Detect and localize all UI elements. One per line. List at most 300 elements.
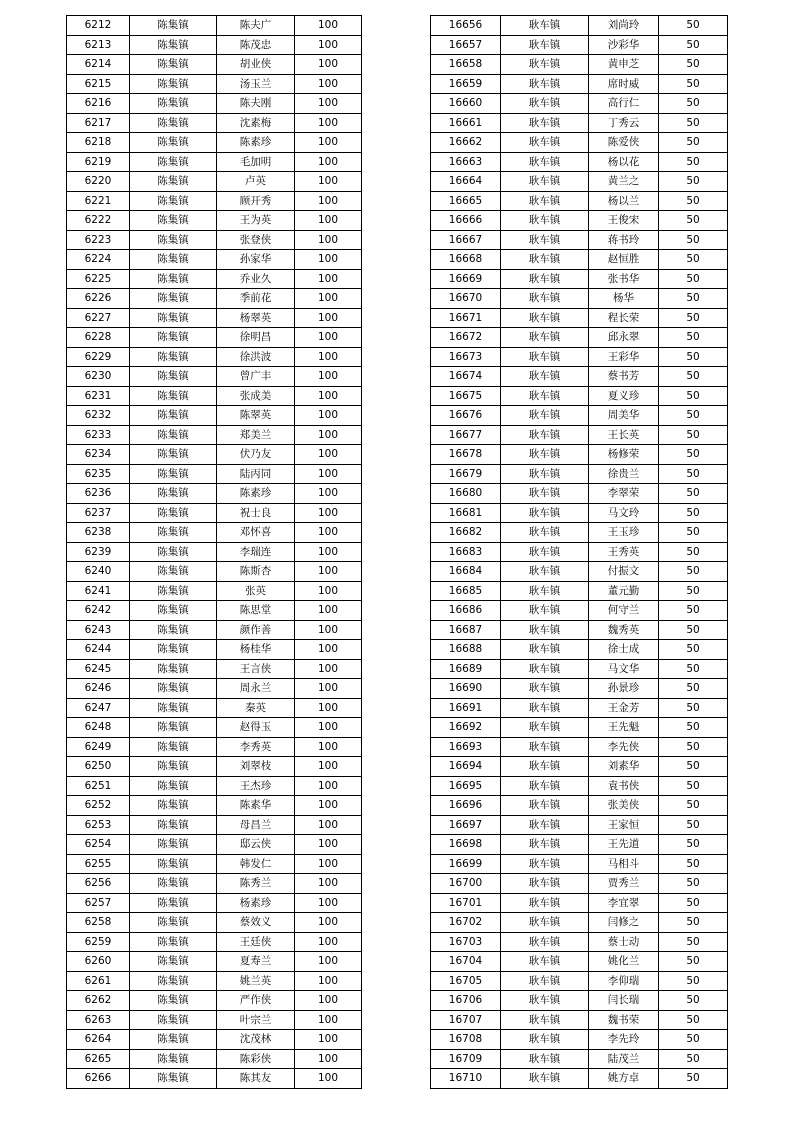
- name-cell: 王俊宋: [589, 211, 659, 231]
- amount-cell: 50: [659, 406, 728, 426]
- amount-cell: 100: [295, 1010, 362, 1030]
- town-cell: 耿车镇: [501, 55, 589, 75]
- serial-number-cell: 16687: [431, 620, 501, 640]
- right-table-row: [431, 542, 728, 562]
- amount-cell: 100: [295, 679, 362, 699]
- serial-number-cell: 6218: [67, 133, 130, 153]
- name-cell: 母昌兰: [217, 815, 295, 835]
- amount-cell: 50: [659, 74, 728, 94]
- name-cell: 沈素梅: [217, 113, 295, 133]
- left-table-row: [67, 835, 362, 855]
- amount-cell: 50: [659, 503, 728, 523]
- amount-cell: 100: [295, 347, 362, 367]
- serial-number-cell: 6224: [67, 250, 130, 270]
- right-table-row: [431, 620, 728, 640]
- right-table-row: [431, 971, 728, 991]
- serial-number-cell: 6241: [67, 581, 130, 601]
- right-table-row: [431, 367, 728, 387]
- left-table-row: [67, 991, 362, 1011]
- serial-number-cell: 16708: [431, 1030, 501, 1050]
- serial-number-cell: 6240: [67, 562, 130, 582]
- name-cell: 赵得玉: [217, 718, 295, 738]
- right-table-row: [431, 991, 728, 1011]
- town-cell: 陈集镇: [130, 133, 217, 153]
- right-table-row: [431, 913, 728, 933]
- name-cell: 陈素珍: [217, 133, 295, 153]
- amount-cell: 100: [295, 74, 362, 94]
- amount-cell: 50: [659, 932, 728, 952]
- name-cell: 陈斯杏: [217, 562, 295, 582]
- town-cell: 陈集镇: [130, 971, 217, 991]
- name-cell: 汤玉兰: [217, 74, 295, 94]
- town-cell: 陈集镇: [130, 386, 217, 406]
- serial-number-cell: 6212: [67, 16, 130, 36]
- amount-cell: 100: [295, 952, 362, 972]
- serial-number-cell: 6223: [67, 230, 130, 250]
- right-table-row: [431, 503, 728, 523]
- serial-number-cell: 6226: [67, 289, 130, 309]
- left-table-row: [67, 1049, 362, 1069]
- serial-number-cell: 16692: [431, 718, 501, 738]
- town-cell: 陈集镇: [130, 464, 217, 484]
- name-cell: 王廷侠: [217, 932, 295, 952]
- serial-number-cell: 16703: [431, 932, 501, 952]
- serial-number-cell: 6237: [67, 503, 130, 523]
- name-cell: 徐士成: [589, 640, 659, 660]
- name-cell: 马文华: [589, 659, 659, 679]
- town-cell: 陈集镇: [130, 581, 217, 601]
- name-cell: 袁书侠: [589, 776, 659, 796]
- town-cell: 耿车镇: [501, 913, 589, 933]
- serial-number-cell: 6233: [67, 425, 130, 445]
- amount-cell: 100: [295, 230, 362, 250]
- name-cell: 叶宗兰: [217, 1010, 295, 1030]
- serial-number-cell: 16702: [431, 913, 501, 933]
- name-cell: 赵恒胜: [589, 250, 659, 270]
- right-table-row: [431, 932, 728, 952]
- amount-cell: 50: [659, 94, 728, 114]
- left-roster-table: [66, 15, 362, 1089]
- serial-number-cell: 6234: [67, 445, 130, 465]
- right-table-row: [431, 698, 728, 718]
- left-table-row: [67, 328, 362, 348]
- name-cell: 张书华: [589, 269, 659, 289]
- name-cell: 毛加明: [217, 152, 295, 172]
- name-cell: 徐洪波: [217, 347, 295, 367]
- name-cell: 杨以兰: [589, 191, 659, 211]
- name-cell: 姚方卓: [589, 1069, 659, 1089]
- left-table-row: [67, 659, 362, 679]
- name-cell: 杨桂华: [217, 640, 295, 660]
- amount-cell: 50: [659, 620, 728, 640]
- name-cell: 杨素珍: [217, 893, 295, 913]
- left-table-row: [67, 1069, 362, 1089]
- town-cell: 耿车镇: [501, 562, 589, 582]
- right-table-row: [431, 328, 728, 348]
- left-table-row: [67, 737, 362, 757]
- amount-cell: 50: [659, 874, 728, 894]
- amount-cell: 100: [295, 620, 362, 640]
- name-cell: 秦英: [217, 698, 295, 718]
- serial-number-cell: 6244: [67, 640, 130, 660]
- name-cell: 陈夫广: [217, 16, 295, 36]
- serial-number-cell: 6228: [67, 328, 130, 348]
- amount-cell: 50: [659, 113, 728, 133]
- serial-number-cell: 16668: [431, 250, 501, 270]
- amount-cell: 100: [295, 367, 362, 387]
- name-cell: 李瑞连: [217, 542, 295, 562]
- amount-cell: 100: [295, 523, 362, 543]
- town-cell: 耿车镇: [501, 1069, 589, 1089]
- amount-cell: 100: [295, 601, 362, 621]
- name-cell: 卢英: [217, 172, 295, 192]
- amount-cell: 50: [659, 640, 728, 660]
- name-cell: 王言侠: [217, 659, 295, 679]
- right-table-row: [431, 523, 728, 543]
- serial-number-cell: 6259: [67, 932, 130, 952]
- amount-cell: 100: [295, 445, 362, 465]
- name-cell: 邸云侠: [217, 835, 295, 855]
- serial-number-cell: 16710: [431, 1069, 501, 1089]
- town-cell: 陈集镇: [130, 35, 217, 55]
- name-cell: 蒋书玲: [589, 230, 659, 250]
- serial-number-cell: 6260: [67, 952, 130, 972]
- serial-number-cell: 6248: [67, 718, 130, 738]
- name-cell: 韩发仁: [217, 854, 295, 874]
- serial-number-cell: 6213: [67, 35, 130, 55]
- town-cell: 耿车镇: [501, 698, 589, 718]
- serial-number-cell: 16677: [431, 425, 501, 445]
- amount-cell: 100: [295, 796, 362, 816]
- left-table-row: [67, 601, 362, 621]
- amount-cell: 50: [659, 172, 728, 192]
- right-table-row: [431, 133, 728, 153]
- serial-number-cell: 16656: [431, 16, 501, 36]
- serial-number-cell: 6245: [67, 659, 130, 679]
- town-cell: 耿车镇: [501, 74, 589, 94]
- town-cell: 耿车镇: [501, 152, 589, 172]
- town-cell: 耿车镇: [501, 952, 589, 972]
- serial-number-cell: 16679: [431, 464, 501, 484]
- amount-cell: 50: [659, 1049, 728, 1069]
- name-cell: 胡业侠: [217, 55, 295, 75]
- serial-number-cell: 16660: [431, 94, 501, 114]
- name-cell: 马相斗: [589, 854, 659, 874]
- name-cell: 黄申芝: [589, 55, 659, 75]
- amount-cell: 50: [659, 737, 728, 757]
- amount-cell: 50: [659, 893, 728, 913]
- town-cell: 陈集镇: [130, 542, 217, 562]
- left-table-row: [67, 406, 362, 426]
- serial-number-cell: 6252: [67, 796, 130, 816]
- serial-number-cell: 6258: [67, 913, 130, 933]
- amount-cell: 100: [295, 328, 362, 348]
- amount-cell: 50: [659, 55, 728, 75]
- town-cell: 耿车镇: [501, 484, 589, 504]
- right-table-row: [431, 1030, 728, 1050]
- name-cell: 蔡效义: [217, 913, 295, 933]
- right-table-row: [431, 406, 728, 426]
- right-table-row: [431, 35, 728, 55]
- name-cell: 沙彩华: [589, 35, 659, 55]
- town-cell: 陈集镇: [130, 230, 217, 250]
- serial-number-cell: 16672: [431, 328, 501, 348]
- amount-cell: 100: [295, 464, 362, 484]
- amount-cell: 50: [659, 971, 728, 991]
- amount-cell: 100: [295, 133, 362, 153]
- town-cell: 耿车镇: [501, 367, 589, 387]
- left-table-row: [67, 893, 362, 913]
- serial-number-cell: 16671: [431, 308, 501, 328]
- right-table-row: [431, 152, 728, 172]
- serial-number-cell: 16657: [431, 35, 501, 55]
- serial-number-cell: 16676: [431, 406, 501, 426]
- amount-cell: 50: [659, 1069, 728, 1089]
- amount-cell: 100: [295, 1030, 362, 1050]
- serial-number-cell: 6216: [67, 94, 130, 114]
- name-cell: 陈素珍: [217, 484, 295, 504]
- right-table-row: [431, 718, 728, 738]
- left-table-row: [67, 757, 362, 777]
- right-roster-table: [430, 15, 728, 1089]
- town-cell: 陈集镇: [130, 757, 217, 777]
- town-cell: 耿车镇: [501, 1010, 589, 1030]
- town-cell: 陈集镇: [130, 425, 217, 445]
- town-cell: 耿车镇: [501, 172, 589, 192]
- serial-number-cell: 16685: [431, 581, 501, 601]
- name-cell: 李翠荣: [589, 484, 659, 504]
- amount-cell: 100: [295, 562, 362, 582]
- name-cell: 伏乃友: [217, 445, 295, 465]
- name-cell: 李仰瑞: [589, 971, 659, 991]
- right-table-row: [431, 601, 728, 621]
- name-cell: 贾秀兰: [589, 874, 659, 894]
- serial-number-cell: 16696: [431, 796, 501, 816]
- amount-cell: 100: [295, 406, 362, 426]
- name-cell: 周永兰: [217, 679, 295, 699]
- town-cell: 陈集镇: [130, 289, 217, 309]
- name-cell: 程长荣: [589, 308, 659, 328]
- name-cell: 祝士良: [217, 503, 295, 523]
- name-cell: 陈秀兰: [217, 874, 295, 894]
- town-cell: 耿车镇: [501, 620, 589, 640]
- town-cell: 耿车镇: [501, 776, 589, 796]
- amount-cell: 50: [659, 445, 728, 465]
- right-table-row: [431, 211, 728, 231]
- amount-cell: 100: [295, 776, 362, 796]
- amount-cell: 100: [295, 172, 362, 192]
- serial-number-cell: 16705: [431, 971, 501, 991]
- left-table-row: [67, 445, 362, 465]
- town-cell: 耿车镇: [501, 1030, 589, 1050]
- town-cell: 耿车镇: [501, 328, 589, 348]
- amount-cell: 100: [295, 191, 362, 211]
- serial-number-cell: 6225: [67, 269, 130, 289]
- left-table-row: [67, 523, 362, 543]
- serial-number-cell: 6262: [67, 991, 130, 1011]
- amount-cell: 100: [295, 113, 362, 133]
- right-table-row: [431, 269, 728, 289]
- right-table-row: [431, 659, 728, 679]
- name-cell: 付振文: [589, 562, 659, 582]
- town-cell: 耿车镇: [501, 230, 589, 250]
- serial-number-cell: 6246: [67, 679, 130, 699]
- left-table-row: [67, 854, 362, 874]
- serial-number-cell: 6249: [67, 737, 130, 757]
- name-cell: 王为英: [217, 211, 295, 231]
- town-cell: 陈集镇: [130, 367, 217, 387]
- town-cell: 陈集镇: [130, 679, 217, 699]
- right-table-row: [431, 16, 728, 36]
- name-cell: 王杰珍: [217, 776, 295, 796]
- left-table-row: [67, 250, 362, 270]
- town-cell: 耿车镇: [501, 191, 589, 211]
- amount-cell: 100: [295, 835, 362, 855]
- right-table-row: [431, 55, 728, 75]
- serial-number-cell: 16684: [431, 562, 501, 582]
- serial-number-cell: 6264: [67, 1030, 130, 1050]
- amount-cell: 100: [295, 815, 362, 835]
- serial-number-cell: 6231: [67, 386, 130, 406]
- amount-cell: 100: [295, 1069, 362, 1089]
- right-table-row: [431, 425, 728, 445]
- town-cell: 陈集镇: [130, 718, 217, 738]
- town-cell: 陈集镇: [130, 874, 217, 894]
- town-cell: 耿车镇: [501, 406, 589, 426]
- amount-cell: 50: [659, 367, 728, 387]
- amount-cell: 100: [295, 718, 362, 738]
- town-cell: 耿车镇: [501, 289, 589, 309]
- name-cell: 马文玲: [589, 503, 659, 523]
- serial-number-cell: 6255: [67, 854, 130, 874]
- town-cell: 陈集镇: [130, 74, 217, 94]
- town-cell: 陈集镇: [130, 562, 217, 582]
- amount-cell: 50: [659, 230, 728, 250]
- town-cell: 陈集镇: [130, 601, 217, 621]
- town-cell: 耿车镇: [501, 679, 589, 699]
- left-table-row: [67, 913, 362, 933]
- amount-cell: 100: [295, 269, 362, 289]
- serial-number-cell: 16667: [431, 230, 501, 250]
- serial-number-cell: 16670: [431, 289, 501, 309]
- amount-cell: 50: [659, 35, 728, 55]
- name-cell: 颜作善: [217, 620, 295, 640]
- amount-cell: 50: [659, 328, 728, 348]
- town-cell: 耿车镇: [501, 796, 589, 816]
- serial-number-cell: 6266: [67, 1069, 130, 1089]
- serial-number-cell: 6238: [67, 523, 130, 543]
- name-cell: 乔业久: [217, 269, 295, 289]
- town-cell: 陈集镇: [130, 503, 217, 523]
- town-cell: 陈集镇: [130, 737, 217, 757]
- name-cell: 王家恒: [589, 815, 659, 835]
- name-cell: 孙家华: [217, 250, 295, 270]
- left-table-row: [67, 874, 362, 894]
- right-table-row: [431, 347, 728, 367]
- name-cell: 徐贵兰: [589, 464, 659, 484]
- left-table-row: [67, 932, 362, 952]
- amount-cell: 50: [659, 1010, 728, 1030]
- name-cell: 魏书荣: [589, 1010, 659, 1030]
- left-table-row: [67, 55, 362, 75]
- left-table-row: [67, 796, 362, 816]
- name-cell: 陆茂兰: [589, 1049, 659, 1069]
- left-table-row: [67, 289, 362, 309]
- serial-number-cell: 6222: [67, 211, 130, 231]
- left-table-row: [67, 74, 362, 94]
- amount-cell: 50: [659, 991, 728, 1011]
- right-table-row: [431, 893, 728, 913]
- name-cell: 姚化兰: [589, 952, 659, 972]
- town-cell: 耿车镇: [501, 874, 589, 894]
- name-cell: 李秀英: [217, 737, 295, 757]
- name-cell: 王先道: [589, 835, 659, 855]
- right-table-row: [431, 874, 728, 894]
- serial-number-cell: 16689: [431, 659, 501, 679]
- amount-cell: 50: [659, 464, 728, 484]
- town-cell: 陈集镇: [130, 308, 217, 328]
- amount-cell: 50: [659, 289, 728, 309]
- town-cell: 耿车镇: [501, 737, 589, 757]
- right-table-row: [431, 94, 728, 114]
- left-table-row: [67, 308, 362, 328]
- amount-cell: 100: [295, 425, 362, 445]
- right-table-row: [431, 74, 728, 94]
- amount-cell: 50: [659, 757, 728, 777]
- left-table-row: [67, 172, 362, 192]
- left-table-row: [67, 815, 362, 835]
- serial-number-cell: 16681: [431, 503, 501, 523]
- left-table-row: [67, 133, 362, 153]
- left-table-row: [67, 952, 362, 972]
- town-cell: 陈集镇: [130, 1010, 217, 1030]
- left-table-row: [67, 562, 362, 582]
- amount-cell: 50: [659, 913, 728, 933]
- left-table-row: [67, 94, 362, 114]
- amount-cell: 50: [659, 776, 728, 796]
- town-cell: 耿车镇: [501, 425, 589, 445]
- left-table-row: [67, 718, 362, 738]
- name-cell: 邓怀喜: [217, 523, 295, 543]
- left-table-row: [67, 971, 362, 991]
- serial-number-cell: 6230: [67, 367, 130, 387]
- town-cell: 陈集镇: [130, 640, 217, 660]
- serial-number-cell: 16694: [431, 757, 501, 777]
- amount-cell: 50: [659, 542, 728, 562]
- right-table-row: [431, 952, 728, 972]
- amount-cell: 100: [295, 971, 362, 991]
- left-table-row: [67, 211, 362, 231]
- serial-number-cell: 16664: [431, 172, 501, 192]
- left-table-row: [67, 425, 362, 445]
- name-cell: 刘翠枝: [217, 757, 295, 777]
- amount-cell: 100: [295, 757, 362, 777]
- serial-number-cell: 6254: [67, 835, 130, 855]
- town-cell: 耿车镇: [501, 640, 589, 660]
- left-table-row: [67, 152, 362, 172]
- serial-number-cell: 16695: [431, 776, 501, 796]
- serial-number-cell: 6247: [67, 698, 130, 718]
- name-cell: 夏寿兰: [217, 952, 295, 972]
- name-cell: 陈爱侠: [589, 133, 659, 153]
- right-table-row: [431, 113, 728, 133]
- right-table-row: [431, 308, 728, 328]
- amount-cell: 100: [295, 991, 362, 1011]
- name-cell: 曾广丰: [217, 367, 295, 387]
- name-cell: 王玉珍: [589, 523, 659, 543]
- left-table-row: [67, 640, 362, 660]
- amount-cell: 50: [659, 835, 728, 855]
